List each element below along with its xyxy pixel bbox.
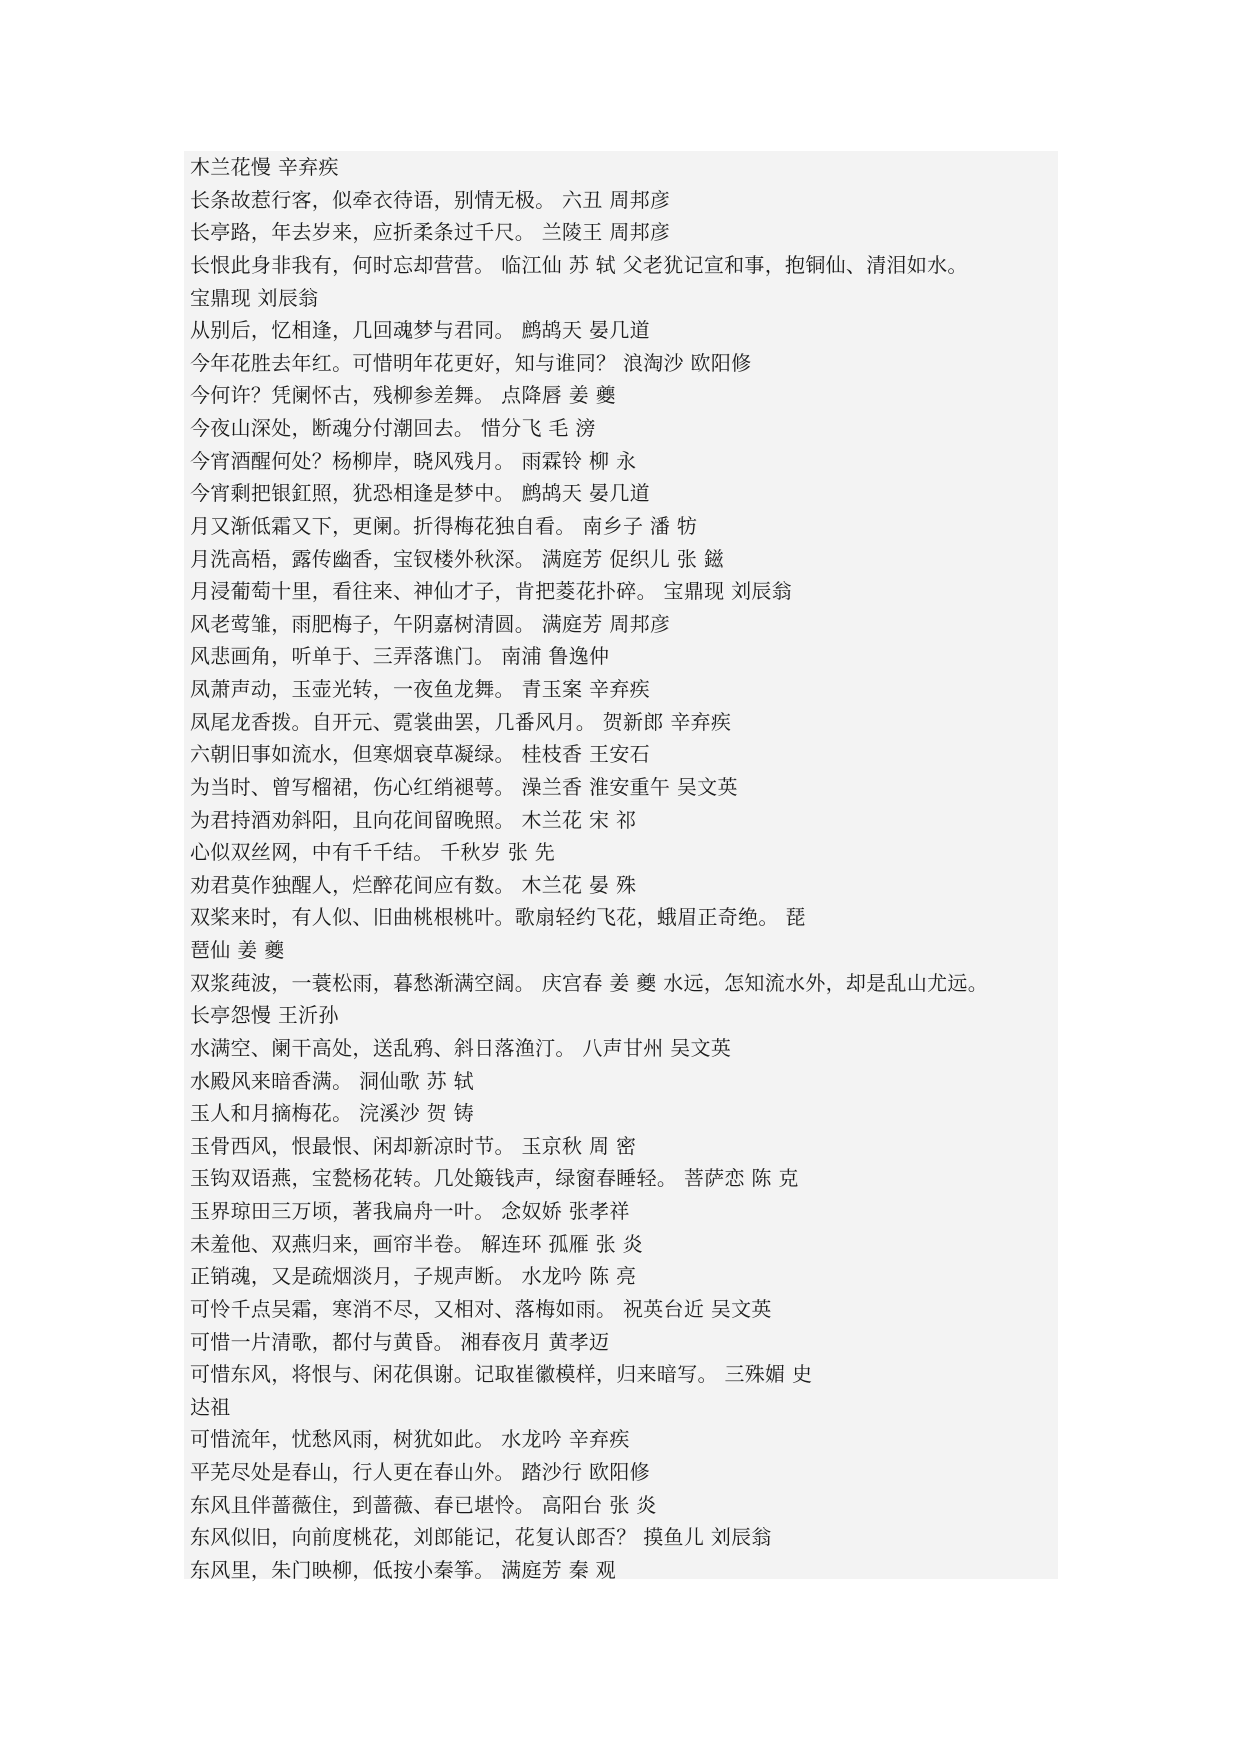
text-line: 玉钩双语燕，宝甃杨花转。几处簸钱声，绿窗春睡轻。 菩萨恋 陈 克 xyxy=(190,1166,799,1191)
text-line: 宝鼎现 刘辰翁 xyxy=(190,285,319,310)
text-line: 今宵酒醒何处？杨柳岸，晓风残月。 雨霖铃 柳 永 xyxy=(190,448,637,473)
text-line: 木兰花慢 辛弃疾 xyxy=(190,155,339,179)
text-line: 长亭怨慢 王沂孙 xyxy=(190,1003,339,1028)
text-line: 为君持酒劝斜阳，且向花间留晚照。 木兰花 宋 祁 xyxy=(190,807,637,832)
text-line: 长亭路，年去岁来，应折柔条过千尺。 兰陵王 周邦彦 xyxy=(190,220,671,245)
text-line: 劝君莫作独醒人，烂醉花间应有数。 木兰花 晏 殊 xyxy=(190,872,637,897)
text-line: 今宵剩把银釭照，犹恐相逢是梦中。 鹧鸪天 晏几道 xyxy=(190,481,650,506)
text-line: 心似双丝网，中有千千结。 千秋岁 张 先 xyxy=(190,840,556,865)
text-line: 风老莺雏，雨肥梅子，午阴嘉树清圆。 满庭芳 周邦彦 xyxy=(190,611,671,636)
text-line: 可怜千点吴霜，寒消不尽，又相对、落梅如雨。 祝英台近 吴文英 xyxy=(190,1296,772,1321)
text-line: 玉人和月摘梅花。 浣溪沙 贺 铸 xyxy=(190,1101,474,1126)
text-line: 双浆莼波，一蓑松雨，暮愁渐满空阔。 庆宫春 姜 夔 水远，怎知流水外，却是乱山尤远。 xyxy=(190,970,989,995)
text-line: 凤尾龙香拨。自开元、霓裳曲罢，几番风月。 贺新郎 辛弃疾 xyxy=(190,709,732,734)
text-line: 凤萧声动，玉壶光转，一夜鱼龙舞。 青玉案 辛弃疾 xyxy=(190,677,650,701)
text-line: 东风且伴蔷薇住，到蔷薇、春已堪怜。 高阳台 张 炎 xyxy=(190,1492,657,1517)
text-line: 月洗高梧，露传幽香，宝钗楼外秋深。 满庭芳 促织儿 张 鎡 xyxy=(190,546,725,571)
text-line: 从别后，忆相逢，几回魂梦与君同。 鹧鸪天 晏几道 xyxy=(190,318,650,343)
text-line: 未羞他、双燕归来，画帘半卷。 解连环 孤雁 张 炎 xyxy=(190,1231,643,1256)
text-line: 可惜一片清歌，都付与黄昏。 湘春夜月 黄孝迈 xyxy=(190,1329,610,1354)
text-line: 正销魂，又是疏烟淡月，子规声断。 水龙吟 陈 亮 xyxy=(190,1264,637,1289)
text-line: 今夜山深处，断魂分付潮回去。 惜分飞 毛 滂 xyxy=(190,416,596,440)
text-line: 风悲画角，听单于、三弄落谯门。 南浦 鲁逸仲 xyxy=(190,644,610,669)
poem-text-block xyxy=(184,151,1058,1582)
text-line: 平芜尽处是春山，行人更在春山外。 踏沙行 欧阳修 xyxy=(190,1460,650,1484)
text-line: 东风里，朱门映柳，低按小秦筝。 满庭芳 秦 观 xyxy=(190,1557,616,1582)
text-line: 长条故惹行客，似牵衣待语，别情无极。 六丑 周邦彦 xyxy=(190,187,671,212)
text-line: 为当时、曾写榴裙，伤心红绡褪萼。 澡兰香 淮安重午 吴文英 xyxy=(190,774,738,799)
text-line: 玉界琼田三万顷，著我扁舟一叶。 念奴娇 张孝祥 xyxy=(190,1199,630,1223)
text-line: 水满空、阑干高处，送乱鸦、斜日落渔汀。 八声甘州 吴文英 xyxy=(190,1035,732,1060)
text-line: 东风似旧，向前度桃花，刘郎能记，花复认郎否？ 摸鱼儿 刘辰翁 xyxy=(190,1525,772,1550)
text-line: 玉骨西风，恨最恨、闲却新凉时节。 玉京秋 周 密 xyxy=(190,1133,637,1158)
text-line: 可惜流年，忧愁风雨，树犹如此。 水龙吟 辛弃疾 xyxy=(190,1427,630,1452)
text-line: 月又渐低霜又下，更阑。折得梅花独自看。 南乡子 潘 牥 xyxy=(190,513,698,538)
text-line: 水殿风来暗香满。 洞仙歌 苏 轼 xyxy=(190,1068,474,1093)
text-line: 达祖 xyxy=(190,1394,231,1419)
text-line: 今何许？凭阑怀古，残柳参差舞。 点降唇 姜 夔 xyxy=(190,383,616,408)
text-line: 六朝旧事如流水，但寒烟衰草凝绿。 桂枝香 王安石 xyxy=(190,742,650,767)
text-line: 长恨此身非我有，何时忘却营营。 临江仙 苏 轼 父老犹记宣和事，抱铜仙、清泪如水。 xyxy=(190,252,968,277)
text-line: 月浸葡萄十里，看往来、神仙才子，肯把菱花扑碎。 宝鼎现 刘辰翁 xyxy=(190,579,793,604)
text-line: 今年花胜去年红。可惜明年花更好，知与谁同？ 浪淘沙 欧阳修 xyxy=(190,350,752,375)
text-line: 双桨来时，有人似、旧曲桃根桃叶。歌扇轻约飞花，蛾眉正奇绝。 琵 xyxy=(190,905,806,930)
text-line: 琶仙 姜 夔 xyxy=(190,938,285,962)
text-line: 可惜东风，将恨与、闲花俱谢。记取崔徽模样，归来暗写。 三殊媚 史 xyxy=(190,1362,813,1387)
